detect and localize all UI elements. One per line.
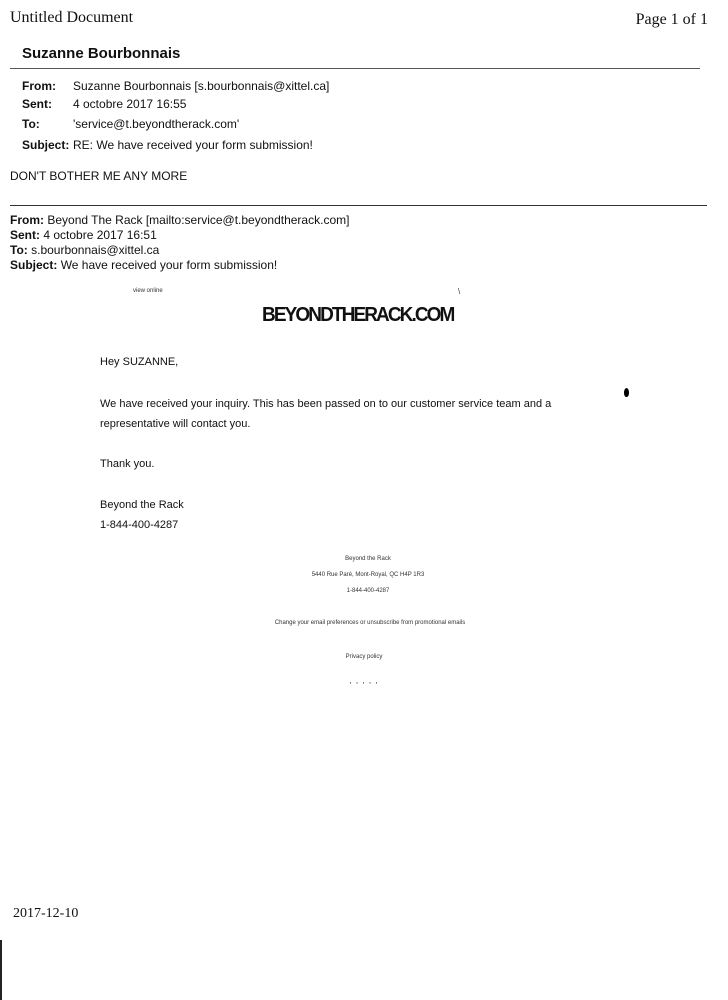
- footer-address: 5440 Rue Paré, Mont-Royal, QC H4P 1R3: [311, 572, 425, 578]
- quoted-subject-value: We have received your form submission!: [60, 258, 278, 272]
- reply-sent-row: [0, 97, 728, 115]
- greeting-text: Hey SUZANNE,: [100, 356, 179, 368]
- signature-name: Beyond the Rack: [100, 499, 184, 511]
- brand-logo: BEYONDTHERACK.COM: [262, 304, 454, 326]
- document-title: Untitled Document: [10, 9, 134, 26]
- quoted-subject-line: [10, 258, 277, 272]
- quoted-from-line: [10, 213, 349, 227]
- quoted-to-line: [10, 243, 159, 257]
- subject-value: RE: We have received your form submission!: [73, 138, 313, 152]
- reply-subject-row: [0, 138, 728, 156]
- subject-label: Subject:: [22, 138, 70, 152]
- quoted-sent-value: 4 octobre 2017 16:51: [43, 228, 157, 242]
- scan-artifact-dot: [624, 388, 629, 397]
- quoted-divider: [10, 205, 707, 206]
- from-label: From:: [22, 79, 56, 93]
- quoted-subject-label: Subject:: [10, 258, 58, 272]
- reply-to-row: [0, 117, 728, 135]
- quoted-sent-line: [10, 228, 157, 242]
- privacy-policy-link[interactable]: Privacy policy: [345, 654, 383, 660]
- view-online-link[interactable]: view online: [133, 288, 163, 294]
- from-value: Suzanne Bourbonnais [s.bourbonnais@xittel.ca]: [73, 79, 330, 93]
- signature-phone: 1-844-400-4287: [100, 519, 179, 531]
- reply-from-row: [0, 79, 728, 97]
- sent-value: 4 octobre 2017 16:55: [73, 97, 187, 111]
- print-date: 2017-12-10: [13, 906, 79, 921]
- email-preferences-link[interactable]: Change your email preferences or unsubscribe from promotional emails: [274, 620, 466, 626]
- quoted-to-value: s.bourbonnais@xittel.ca: [31, 243, 160, 257]
- inquiry-text-line-2: representative will contact you.: [100, 418, 251, 430]
- sent-label: Sent:: [22, 97, 52, 111]
- page-number: Page 1 of 1: [635, 11, 708, 28]
- header-divider: [10, 68, 700, 69]
- footer-phone: 1-844-400-4287: [346, 588, 390, 594]
- thank-you-text: Thank you.: [100, 458, 155, 470]
- reply-body-text: DON'T BOTHER ME ANY MORE: [10, 169, 188, 183]
- quoted-to-label: To:: [10, 243, 28, 257]
- scan-artifact-mark: \: [458, 287, 461, 296]
- sender-name-heading: Suzanne Bourbonnais: [22, 45, 181, 62]
- scan-edge-line: [0, 940, 2, 1000]
- footer-marks: , , , , ,: [349, 676, 379, 685]
- to-value: 'service@t.beyondtherack.com': [73, 117, 240, 131]
- quoted-from-label: From:: [10, 213, 44, 227]
- quoted-sent-label: Sent:: [10, 228, 40, 242]
- footer-company: Beyond the Rack: [345, 556, 391, 562]
- to-label: To:: [22, 117, 40, 131]
- quoted-from-value: Beyond The Rack [mailto:service@t.beyondtherack.com]: [47, 213, 350, 227]
- inquiry-text-line-1: We have received your inquiry. This has been passed on to our customer service team and a: [100, 398, 552, 410]
